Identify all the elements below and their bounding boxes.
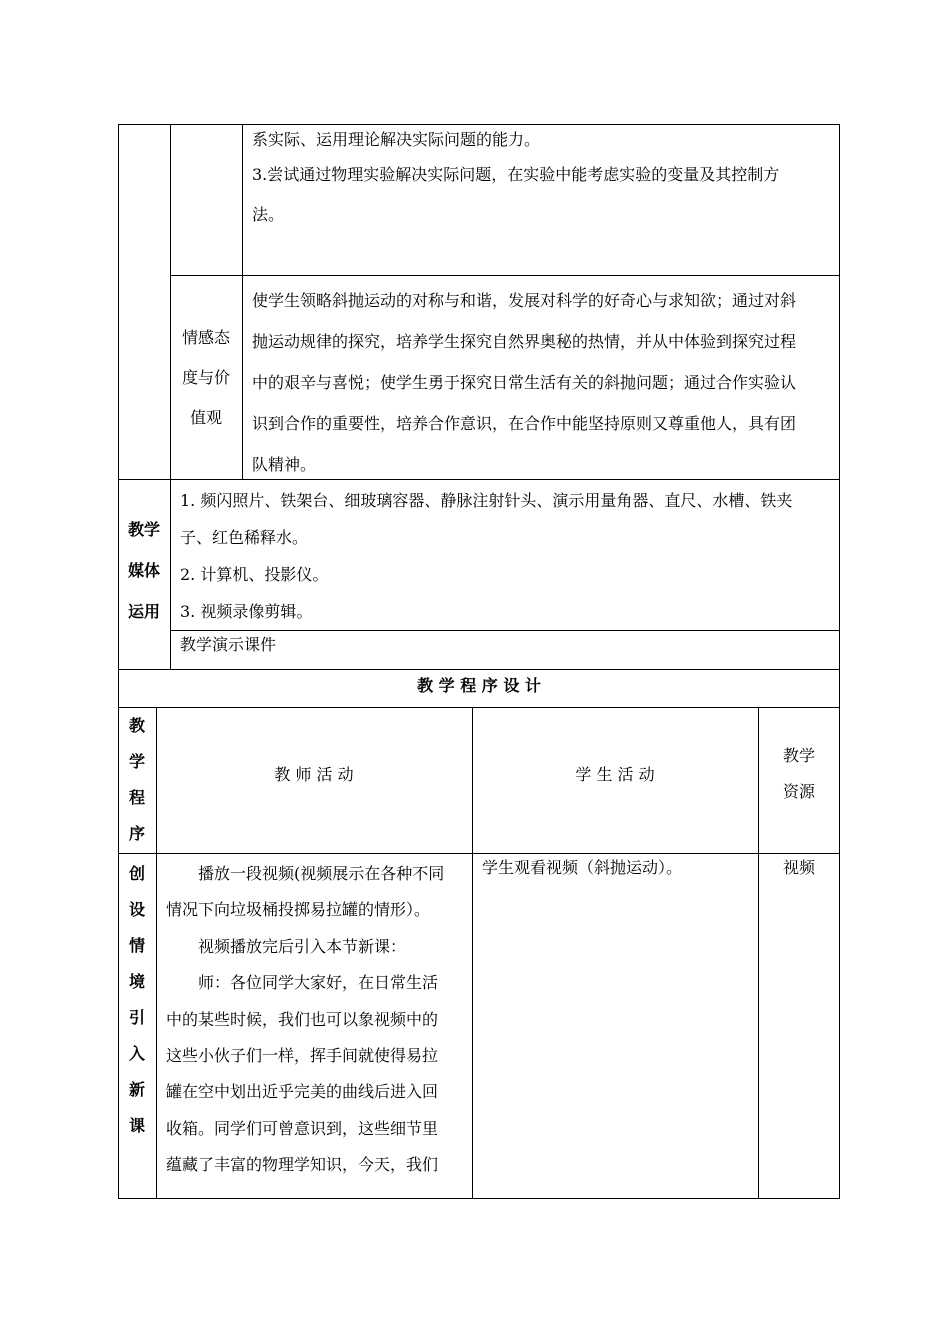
resource-header: 教学 资源 [782,746,815,801]
design-title: 教 学 程 序 设 计 [417,676,541,695]
divider [118,853,840,854]
media-items: 1. 频闪照片、铁架台、细玻璃容器、静脉注射针头、演示用量角器、直尺、水槽、铁夹 子、红色稀释水。 2. 计算机、投影仪。 3. 视频录像剪辑。 [180,491,793,621]
emotion-label: 情感态 度与价 值观 [181,328,230,427]
divider [170,630,840,631]
divider [242,124,243,479]
table-border-top [118,124,840,125]
objectives-line: 法。 [252,205,285,224]
media-label: 教学 媒体 运用 [127,520,160,621]
divider [170,479,171,669]
student-activity-header: 学 生 活 动 [575,765,655,784]
stage-label: 创 设 情 境 引 入 新 课 [128,864,145,1135]
divider [118,707,840,708]
resource-text: 视频 [782,858,815,877]
table-border-bottom [118,1198,840,1199]
divider [170,275,840,276]
objectives-line: 3.尝试通过物理实验解决实际问题，在实验中能考虑实验的变量及其控制方 [252,165,780,184]
objectives-line: 系实际、运用理论解决实际问题的能力。 [252,130,541,149]
divider [118,669,840,670]
table-border-right [839,124,840,1199]
courseware-text: 教学演示课件 [180,635,277,654]
teacher-activity-text: 播放一段视频(视频展示在各种不同 情况下向垃圾桶投掷易拉罐的情形）。 视频播放完后引入本节新课： 师：各位同学大家好，在日常生活 中的某些时候，我们也可以象视频中的 这些小伙子们一样，挥手间就使得易拉 罐在空中划出近乎完美的曲线后进入回 收箱。同学们可曾意识到，这些细节里 蕴藏了丰富的物理学知识，今天，我们 [166,864,445,1175]
student-activity-text: 学生观看视频（斜抛运动）。 [482,858,683,877]
teacher-activity-header: 教 师 活 动 [274,765,354,784]
procedure-header: 教 学 程 序 [128,716,145,843]
emotion-text: 使学生领略斜抛运动的对称与和谐，发展对科学的好奇心与求知欲；通过对斜 抛运动规律的探究，培养学生探究自然界奥秘的热情，并从中体验到探究过程 中的艰辛与喜悦；使学生勇于探究日常生活有关的斜抛问题；通过合作实验认 识到合作的重要性，培养合作意识，在合作中能坚持原则又尊重他人，具有团 队精神。 [252,291,797,474]
